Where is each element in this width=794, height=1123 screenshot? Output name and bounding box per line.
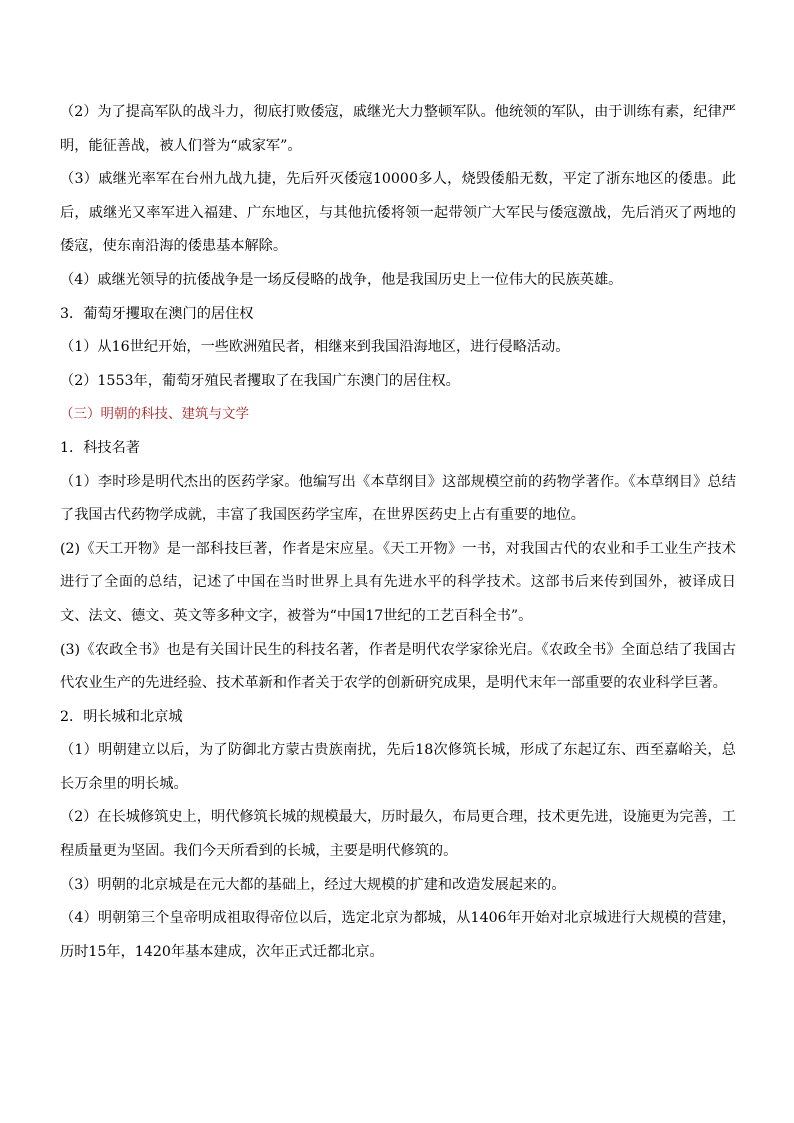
heading-macau: 3．葡萄牙攫取在澳门的居住权 bbox=[60, 305, 254, 322]
paragraph-tiangong-kaiwu: (2)《天工开物》是一部科技巨著，作者是宋应星。《天工开物》一书，对我国古代的农业和手工业生产技术进行了全面的总结，记述了中国在当时世界上具有先进水平的科学技术。这部书后来传到国外，被译成日文、法文、德文、英文等多种文字，被誉为“中国17世纪的工艺百科全书”。 bbox=[60, 540, 736, 624]
paragraph-portugal-1553: （2）1553年，葡萄牙殖民者攫取了在我国广东澳门的居住权。 bbox=[60, 372, 460, 389]
paragraph-beijing-yuan-dadu: （3）明朝的北京城是在元大都的基础上，经过大规模的扩建和改造发展起来的。 bbox=[60, 876, 566, 893]
document-body bbox=[60, 96, 736, 969]
paragraph-qi-army: （2）为了提高军队的战斗力，彻底打败倭寇，戚继光大力整顿军队。他统领的军队，由于训练有素，纪律严明，能征善战，被人们誉为“戚家军”。 bbox=[60, 104, 736, 154]
paragraph-great-wall-history: （2）在长城修筑史上，明代修筑长城的规模最大，历时最久，布局更合理，技术更先进，设施更为完善，工程质量更为坚固。我们今天所看到的长城，主要是明代修筑的。 bbox=[60, 809, 736, 860]
paragraph-qi-hero: （4）戚继光领导的抗倭战争是一场反侵略的战争，他是我国历史上一位伟大的民族英雄。 bbox=[60, 271, 623, 288]
paragraph-li-shizhen: （1）李时珍是明代杰出的医药学家。他编写出《本草纲目》这部规模空前的药物学著作。《本草纲目》总结了我国古代药物学成就，丰富了我国医药学宝库，在世界医药史上占有重要的地位。 bbox=[60, 473, 736, 524]
section-heading-ming-science: （三）明朝的科技、建筑与文学 bbox=[60, 406, 249, 423]
heading-great-wall-beijing: 2．明长城和北京城 bbox=[60, 708, 183, 725]
paragraph-qi-victories: （3）戚继光率军在台州九战九捷，先后歼灭倭寇10000多人，烧毁倭船无数，平定了浙东地区的倭患。此后，戚继光又率军进入福建、广东地区，与其他抗倭将领一起带领广大军民与倭寇激战，先后消灭了两地的倭寇，使东南沿海的倭患基本解除。 bbox=[60, 171, 736, 255]
paragraph-great-wall-built: （1）明朝建立以后，为了防御北方蒙古贵族南扰，先后18次修筑长城，形成了东起辽东、西至嘉峪关，总长万余里的明长城。 bbox=[60, 742, 736, 792]
paragraph-nongzheng-quanshu: (3)《农政全书》也是有关国计民生的科技名著，作者是明代农学家徐光启。《农政全书》全面总结了我国古代农业生产的先进经验、技术革新和作者关于农学的创新研究成果，是明代末年一部重要的农业科学巨著。 bbox=[60, 641, 736, 692]
paragraph-beijing-capital: （4）明朝第三个皇帝明成祖取得帝位以后，选定北京为都城，从1406年开始对北京城进行大规模的营建，历时15年，1420年基本建成，次年正式迁都北京。 bbox=[60, 910, 736, 960]
heading-science-books: 1．科技名著 bbox=[60, 439, 140, 456]
paragraph-european-colonists: （1）从16世纪开始，一些欧洲殖民者，相继来到我国沿海地区，进行侵略活动。 bbox=[60, 339, 570, 356]
